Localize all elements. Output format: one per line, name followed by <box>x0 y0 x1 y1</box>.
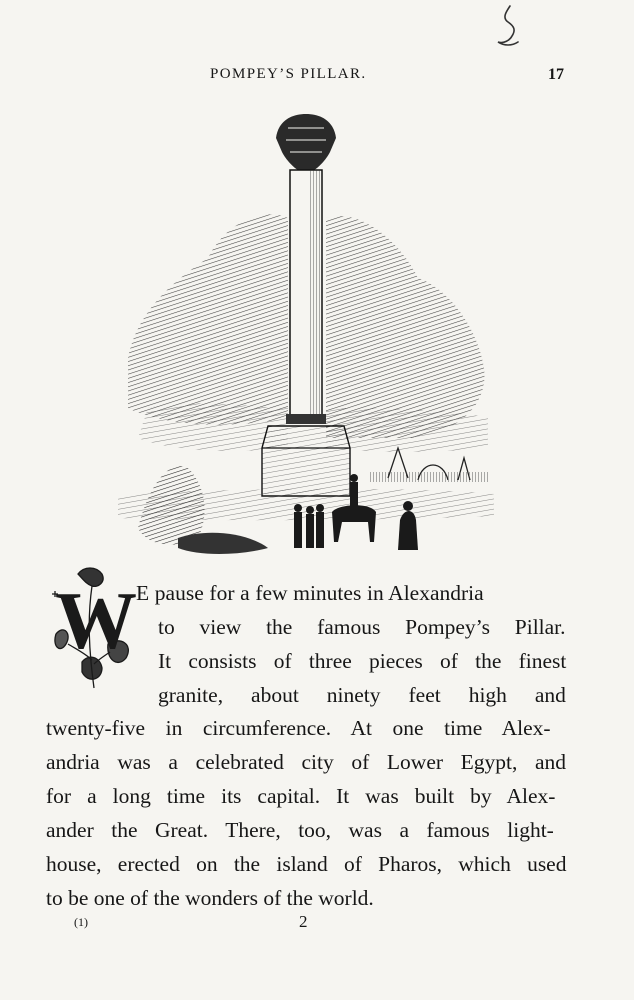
text-line-3: It consists of three pieces of the finest <box>158 649 567 673</box>
drop-cap-letter: W <box>55 575 137 666</box>
text-line-2: to view the famous Pompey’s Pillar. <box>158 615 566 639</box>
page-number: 17 <box>548 66 564 83</box>
signature-mark: (1) <box>74 915 88 929</box>
running-header: POMPEY’S PILLAR. <box>210 66 367 82</box>
text-line-6: andria was a celebrated city of Lower Egypt, and <box>46 750 567 774</box>
text-line-8: ander the Great. There, too, was a famous light- <box>46 818 554 842</box>
decorated-initial <box>48 564 144 692</box>
pompeys-pillar-engraving <box>118 108 494 566</box>
text-line-7: for a long time its capital. It was built by Alex- <box>46 784 556 808</box>
text-line-10: to be one of the wonders of the world. <box>46 886 374 910</box>
pencil-mark <box>496 2 536 50</box>
text-line-9: house, erected on the island of Pharos, which used <box>46 852 567 876</box>
text-line-4: granite, about ninety feet high and <box>158 683 566 707</box>
text-line-5: twenty-five in circumference. At one time Alex- <box>46 716 551 740</box>
signature-number: 2 <box>299 912 308 931</box>
text-line-1: E pause for a few minutes in Alexandria <box>136 581 484 605</box>
